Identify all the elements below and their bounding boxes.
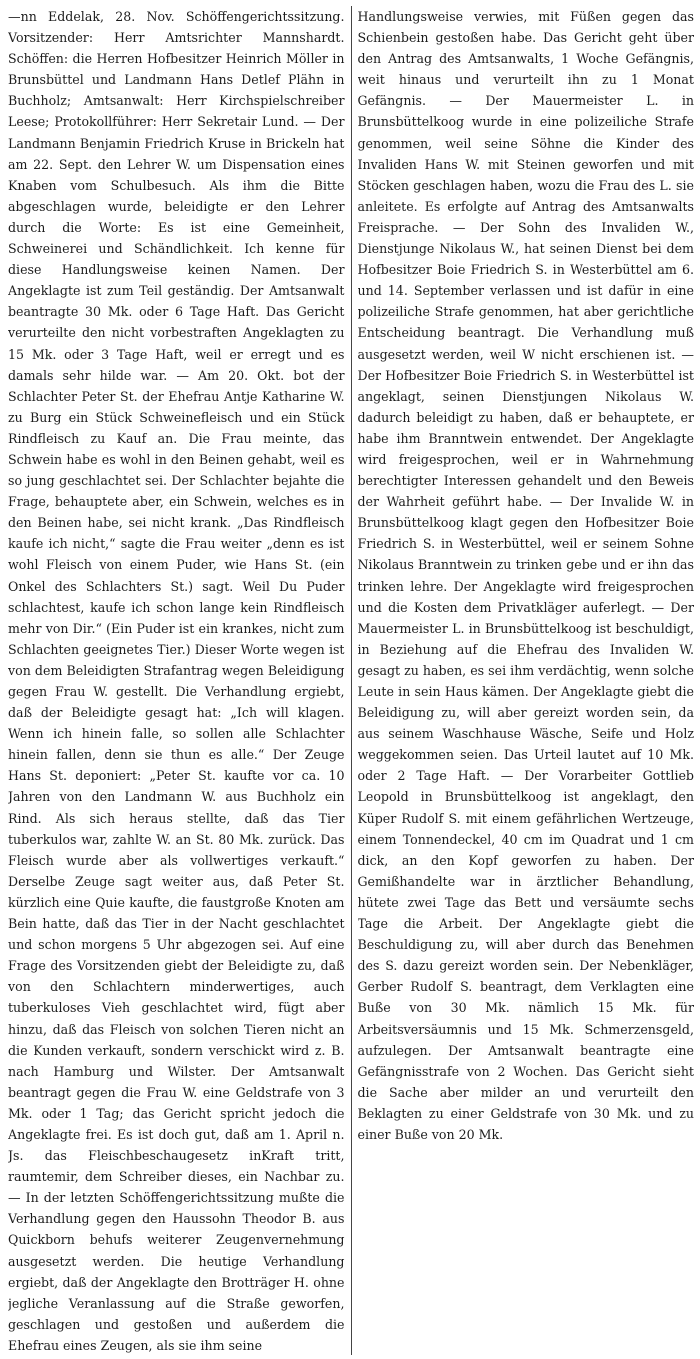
court-report-part-1: —nn Eddelak, 28. Nov. Schöffengerichtssitzung. Vorsitzender: Herr Amtsrichter Mannshardt. Schöffen: die Herren Hofbesitzer Heinrich Möller in Brunsbüttel und Landmann Hans Detlef Plähn in Buchholz; Amtsanwalt: Herr Kirchspielschreiber Leese; Protokollführer: Herr Sekretair Lund. — Der Landmann Benjamin Friedrich Kruse in Brickeln hat am 22. Sept. den Lehrer W. um Dispensation eines Knaben vom Schulbesuch. Als ihm die Bitte abgeschlagen wurde, beleidigte er den Lehrer durch die Worte: Es ist eine Gemeinheit, Schweinerei und Schändlichkeit. Ich kenne für diese Handlungsweise keinen Namen. Der Angeklagte ist zum Teil geständig. Der Amtsanwalt beantragte 30 Mk. oder 6 Tage Haft. Das Gericht verurteilte den nicht vorbestraften Angeklagten zu 15 Mk. oder 3 Tage Haft, weil er erregt und es damals sehr hilde war. — Am 20. Okt. bot der Schlachter Peter St. der Ehefrau Antje Katharine W. zu Burg ein Stück Schweinefleisch und ein Stück Rindfleisch zu Kauf an. Die Frau meinte, das Schwein habe es wohl in den Beinen gehabt, weil es so jung geschlachtet sei. Der Schlachter bejahte die Frage, behauptete aber, ein Schwein, welches es in den Beinen habe, sei nicht krank. „Das Rindfleisch kaufe ich nicht,“ sagte die Frau weiter „denn es ist wohl Fleisch von einem Puder, wie Hans St. (ein Onkel des Schlachters St.) sagt. Weil Du Puder schlachtest, kaufe ich schon lange kein Rindfleisch mehr von Dir.“ (Ein Puder ist ein krankes, nicht zum Schlachten geeignetes Tier.) Dieser Worte wegen ist von dem Beleidigten Strafantrag wegen Beleidigung gegen Frau W. gestellt. Die Verhandlung ergiebt, daß der Beleidigte gesagt hat: „Ich will klagen. Wenn ich hinein falle, so sollen alle Schlachter hinein fallen, denn sie thun es alle.“ Der Zeuge Hans St. deponiert: „Peter St. kaufte vor ca. 10 Jahren von den Landmann W. aus Buchholz ein Rind. Als sich heraus stellte, daß das Tier tuberkulos war, zahlte W. an St. 80 Mk. zurück. Das Fleisch wurde aber als vollwertiges verkauft.“ Derselbe Zeuge sagt weiter aus, daß Peter St. kürzlich eine Quie kaufte, die faustgroße Knoten am Bein hatte, daß das Tier in der Nacht geschlachtet und schon morgens 5 Uhr abgezogen sei. Auf eine Frage des Vorsitzenden giebt der Beleidigte zu, daß von den Schlachtern minderwertiges, auch tuberkuloses Vieh geschlachtet wird, fügt aber hinzu, daß das Fleisch von solchen Tieren nicht an die Kunden verkauft, sondern verschickt wird z. B. nach Hamburg und Wilster. Der Amtsanwalt beantragt gegen die Frau W. eine Geldstrafe von 3 Mk. oder 1 Tag; das Gericht spricht jedoch die Angeklagte frei. Es ist doch gut, daß am 1. April n. Js. das Fleischbeschaugesetz inKraft tritt, raumtemir, dem Schreiber dieses, ein Nachbar zu. — In der letzten Schöffengerichtssitzung mußte die Verhandlung gegen den Haussohn Theodor B. aus Quickborn behufs weiterer Zeugenvernehmung ausgesetzt werden. Die heutige Verhandlung ergiebt, daß der Angeklagte den Brotträger H. ohne jegliche Veranlassung auf die Straße geworfen, geschlagen und gestoßen und außerdem die Ehefrau eines Zeugen, als sie ihm seine (8, 9, 345, 1353)
right-column (358, 6, 695, 1355)
court-report-part-2: Handlungsweise verwies, mit Füßen gegen das Schienbein gestoßen habe. Das Gericht geht über den Antrag des Amtsanwalts, 1 Woche Gefängnis, weit hinaus und verurteilt ihn zu 1 Monat Gefängnis. — Der Mauermeister L. in Brunsbüttelkoog wurde in eine polizeiliche Strafe genommen, weil seine Söhne die Kinder des Invaliden Hans W. mit Steinen geworfen und mit Stöcken geschlagen haben, wozu die Frau des L. sie anleitete. Es erfolgte auf Antrag des Amtsanwalts Freisprache. — Der Sohn des Invaliden W., Dienstjunge Nikolaus W., hat seinen Dienst bei dem Hofbesitzer Boie Friedrich S. in Westerbüttel am 6. und 14. September verlassen und ist dafür in eine polizeiliche Strafe genommen, hat aber gerichtliche Entscheidung beantragt. Die Verhandlung muß ausgesetzt werden, weil W nicht erschienen ist. — Der Hofbesitzer Boie Friedrich S. in Westerbüttel ist angeklagt, seinen Dienstjungen Nikolaus W. dadurch beleidigt zu haben, daß er behauptete, er habe ihm Branntwein entwendet. Der Angeklagte wird freigesprochen, weil er in Wahrnehmung berechtigter Interessen gehandelt und den Beweis der Wahrheit geführt habe. — Der Invalide W. in Brunsbüttelkoog klagt gegen den Hofbesitzer Boie Friedrich S. in Westerbüttel, weil er seinem Sohne Nikolaus Branntwein zu trinken gebe und er ihn das trinken lehre. Der Angeklagte wird freigesprochen und die Kosten dem Privatkläger auferlegt. — Der Mauermeister L. in Brunsbüttelkoog ist beschuldigt, in Beziehung auf die Ehefrau des Invaliden W. gesagt zu haben, es sei ihm verdächtig, wenn solche Leute in sein Haus kämen. Der Angeklagte giebt die Beleidigung zu, will aber gereizt worden sein, da aus seinem Waschhause Wäsche, Seife und Holz weggekommen seien. Das Urteil lautet auf 10 Mk. oder 2 Tage Haft. — Der Vorarbeiter Gottlieb Leopold in Brunsbüttelkoog ist angeklagt, den Küper Rudolf S. mit einem gefährlichen Wertzeuge, einem Tonnendeckel, 40 cm im Quadrat und 1 cm dick, an den Kopf geworfen zu haben. Der Gemißhandelte war in ärztlicher Behandlung, hütete zwei Tage das Bett und versäumte sechs Tage die Arbeit. Der Angeklagte giebt die Beschuldigung zu, will aber durch das Benehmen des S. dazu gereizt worden sein. Der Nebenkläger, Gerber Rudolf S. beantragt, dem Verklagten eine Buße von 30 Mk. nämlich 15 Mk. für Arbeitsversäumnis und 15 Mk. Schmerzensgeld, aufzulegen. Der Amtsanwalt beantragte eine Gefängnisstrafe von 2 Wochen. Das Gericht sieht die Sache aber milder an und verurteilt den Beklagten zu einer Geldstrafe von 30 Mk. und zu einer Buße von 20 Mk. (357, 9, 694, 1142)
left-column (8, 6, 345, 1355)
column-divider (351, 6, 352, 1355)
